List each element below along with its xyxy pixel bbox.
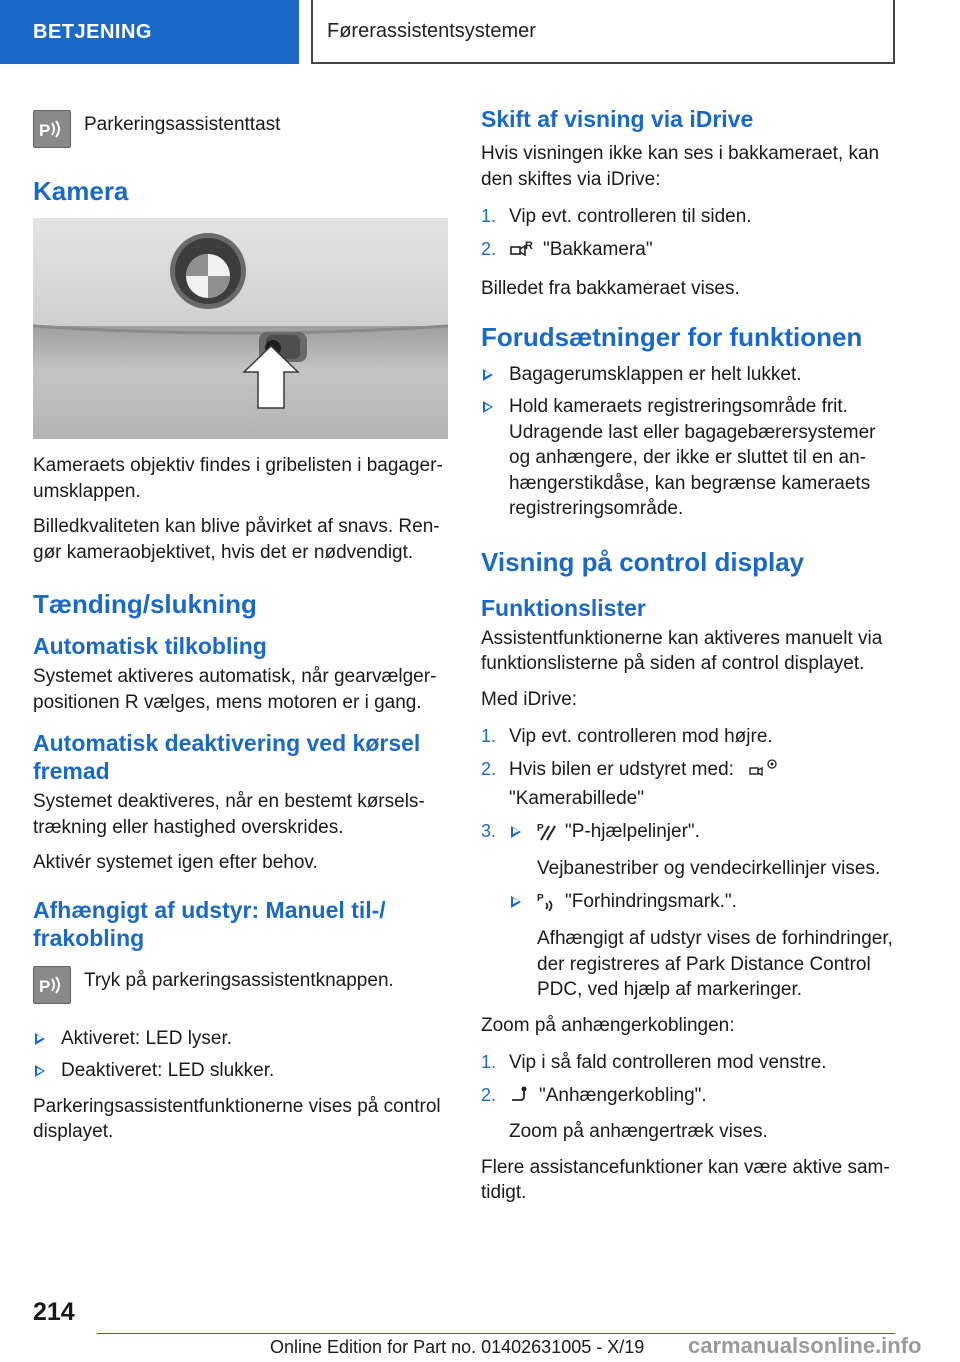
list-item: Deaktiveret: LED slukker. — [33, 1058, 448, 1084]
skift-steps — [481, 204, 893, 266]
page-number: 214 — [33, 1298, 75, 1326]
svg-text:R: R — [525, 239, 533, 252]
skift-paragraph: Hvis visningen ikke kan ses i bakkameraet, kan den skiftes via iDrive: — [481, 143, 880, 190]
heading-manuel: Afhængigt af udstyr: Manuel til-/ frakobling — [33, 896, 386, 951]
list-item: P "Forhindringsmark.". Afhængigt af udstyr vises de forhindringer, der registreres af Park Distance Control PDC, ved hjælp af markeringer. — [509, 889, 893, 1003]
list-item: 2. R "Bakkamera" — [481, 237, 893, 267]
vises-paragraph: Parkeringsassistentfunktionerne vises på control displayet. — [33, 1095, 441, 1142]
heading-skift: Skift af visning via iDrive — [481, 106, 754, 132]
auto-deaktivering-paragraph-2: Aktivér systemet igen efter behov. — [33, 852, 318, 873]
right-column — [481, 100, 893, 1216]
edition-text: Online Edition for Part no. 01402631005 - X/19 — [270, 1337, 645, 1357]
svg-text:P: P — [39, 121, 51, 140]
camera-settings-icon — [747, 757, 781, 787]
watermark: carmanualsonline.info — [688, 1333, 922, 1358]
kamera-paragraph-2: Billedkvaliteten kan blive påvirket af snavs. Rengør kameraobjektivet, hvis det er nødvendigt. — [33, 516, 440, 563]
list-item: 1. Vip evt. controlleren til siden. — [481, 206, 752, 227]
list-item: 2. Hvis bilen er udstyret med: "Kamerabillede" — [481, 757, 893, 812]
list-item: Aktiveret: LED lyser. — [33, 1026, 448, 1052]
button-instruction: Tryk på parkeringsassistentknappen. — [84, 969, 394, 991]
parking-assistant-button-icon — [33, 966, 71, 1004]
heading-funktionslister: Funktionslister — [481, 594, 646, 621]
funktionslister-paragraph: Assistentfunktionerne kan aktiveres manuelt via funktionslisterne på siden af control displayet. — [481, 627, 883, 674]
auto-tilkobling-paragraph: Systemet aktiveres automatisk, når gearvælgerpositionen R vælges, mens motoren er i gang. — [33, 666, 437, 713]
parking-assistant-button-icon — [33, 110, 71, 148]
heading-auto-deaktivering: Automatisk deaktivering ved kørsel fremad — [33, 730, 421, 784]
section-tab: BETJENING — [0, 0, 299, 64]
list-item: P "P-hjælpelinjer". Vejbanestriber og vendecirkellinjer vises. — [509, 819, 893, 882]
list-item: Hold kameraets registreringsområde frit. Udragende last eller bagagebærersystemer og anhængere, der ikke er sluttet til en anhængerstikdåse, kan begrænse kameraets registreringsområde. — [481, 394, 893, 522]
camera-photo — [33, 218, 448, 439]
zoom-steps — [481, 1050, 893, 1145]
heading-taending: Tænding/slukning — [33, 589, 257, 619]
parking-lines-icon — [537, 821, 557, 849]
obstacle-marking-icon — [537, 891, 557, 919]
zoom-paragraph: Zoom på anhængerkoblingen: — [481, 1014, 735, 1036]
page-header — [0, 0, 960, 66]
parking-assistant-key-row — [33, 110, 448, 148]
svg-text:P: P — [537, 822, 544, 834]
visning-steps — [481, 724, 893, 1003]
sub-options — [509, 819, 893, 1003]
left-column — [33, 100, 448, 1155]
list-item: 3. P "P-hjælpelinjer". Vejbanestriber og vendecirkellinjer vises. P "Forhindringsmark.". Afhængigt af udstyr vises de forhindringer, der registreres af Park Distance Control PDC, ved hjælp af markeringer. — [481, 819, 893, 1003]
chapter-title: Førerassistentsystemer — [311, 0, 895, 64]
list-item: 1. Vip i så fald controlleren mod venstre. — [481, 1052, 827, 1073]
flere-paragraph: Flere assistancefunktioner kan være aktive samtidigt. — [481, 1156, 890, 1203]
heading-visning: Visning på control display — [481, 546, 805, 577]
forudsaetninger-list — [481, 362, 893, 522]
list-item: 1. Vip evt. controlleren mod højre. — [481, 726, 773, 747]
heading-auto-tilkobling: Automatisk tilkobling — [33, 633, 267, 659]
auto-deaktivering-paragraph-1: Systemet deaktiveres, når en bestemt kørselstrækning eller hastighed overskrides. — [33, 791, 425, 838]
svg-text:P: P — [39, 976, 51, 996]
kamera-paragraph-1: Kameraets objektiv findes i gribelisten i bagagerumsklappen. — [33, 455, 443, 502]
button-caption: Parkeringsassistenttast — [84, 114, 281, 135]
list-item: 2. "Anhængerkobling". Zoom på anhængertræk vises. — [481, 1084, 768, 1142]
led-status-list — [33, 1026, 448, 1084]
reverse-camera-icon — [509, 239, 535, 267]
tailgate-illustration — [33, 218, 448, 439]
svg-text:P: P — [537, 892, 544, 904]
heading-kamera: Kamera — [33, 176, 129, 206]
parking-button-row — [33, 966, 448, 1004]
heading-forudsaetninger: Forudsætninger for funktionen — [481, 321, 863, 352]
med-idrive-paragraph: Med iDrive: — [481, 688, 578, 710]
trailer-hitch-icon — [509, 1085, 531, 1113]
billedet-paragraph: Billedet fra bakkameraet vises. — [481, 278, 740, 299]
list-item: Bagagerumsklappen er helt lukket. — [481, 362, 893, 388]
